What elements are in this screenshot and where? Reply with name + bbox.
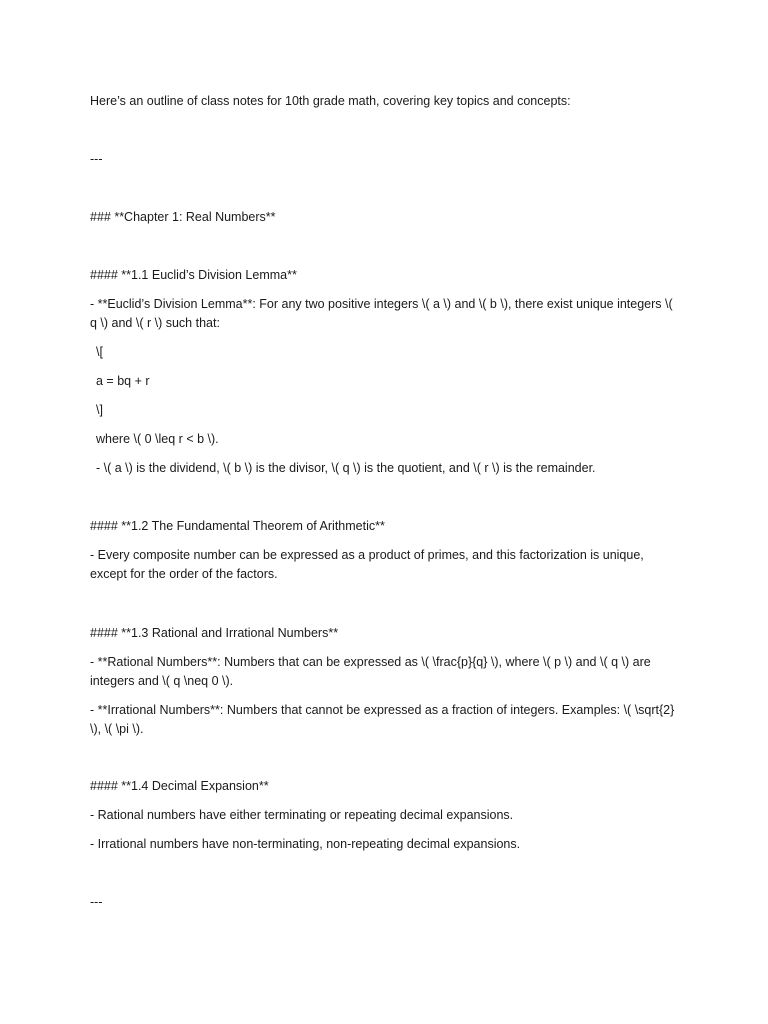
separator-bottom: --- xyxy=(90,895,103,909)
lemma-statement: - **Euclid’s Division Lemma**: For any two positive integers \( a \) and \( b \), there exist unique integers \( q \) and \( r \) such that: xyxy=(90,297,673,330)
section-1-2-heading: #### **1.2 The Fundamental Theorem of Arithmetic** xyxy=(90,519,385,533)
math-close-delimiter: \] xyxy=(96,403,103,417)
rational-numbers-text: - **Rational Numbers**: Numbers that can be expressed as \( \frac{p}{q} \), where \( p \) and \( q \) are integers and \( q \neq 0 \). xyxy=(90,655,651,688)
math-open-delimiter: \[ xyxy=(96,345,103,359)
section-1-4-heading: #### **1.4 Decimal Expansion** xyxy=(90,779,269,793)
chapter-heading: ### **Chapter 1: Real Numbers** xyxy=(90,210,276,224)
division-equation: a = bq + r xyxy=(96,374,150,388)
irrational-decimal-text: - Irrational numbers have non-terminating, non-repeating decimal expansions. xyxy=(90,837,521,851)
fundamental-theorem-text: - Every composite number can be expressed as a product of primes, and this factorization is unique, except for the order of the factors. xyxy=(90,548,644,581)
separator-top: --- xyxy=(90,152,103,166)
rational-decimal-text: - Rational numbers have either terminating or repeating decimal expansions. xyxy=(90,808,514,822)
term-definitions: - \( a \) is the dividend, \( b \) is the divisor, \( q \) is the quotient, and \( r \) is the remainder. xyxy=(96,461,596,475)
intro-paragraph: Here’s an outline of class notes for 10th grade math, covering key topics and concepts: xyxy=(90,94,571,108)
section-1-1-heading: #### **1.1 Euclid’s Division Lemma** xyxy=(90,268,297,282)
remainder-condition: where \( 0 \leq r < b \). xyxy=(96,432,219,446)
irrational-numbers-text: - **Irrational Numbers**: Numbers that cannot be expressed as a fraction of integers. Examples: \( \sqrt{2} \), \( \pi \). xyxy=(90,703,675,736)
section-1-3-heading: #### **1.3 Rational and Irrational Numbers** xyxy=(90,626,339,640)
